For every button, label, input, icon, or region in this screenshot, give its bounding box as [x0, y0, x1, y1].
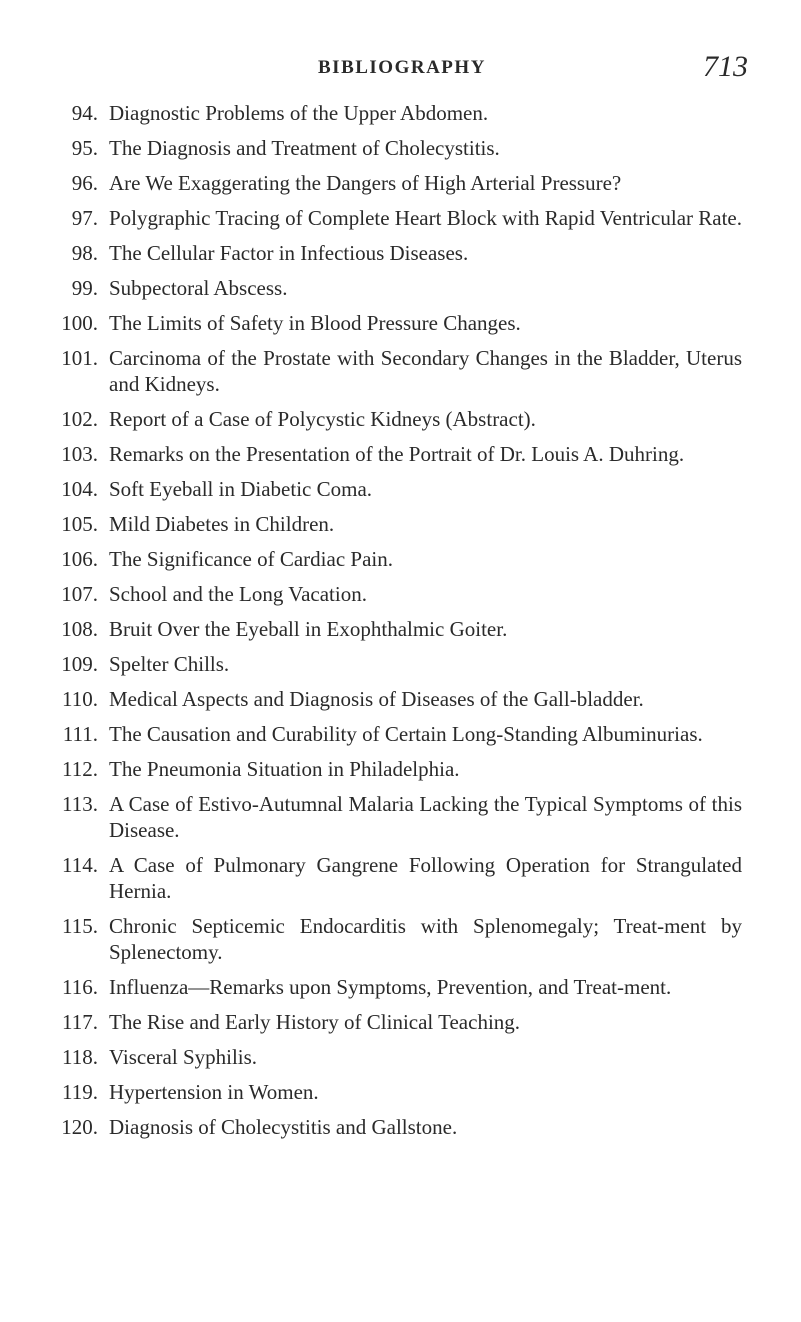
entry-number: 114.: [62, 853, 98, 877]
bibliography-entry: [52, 205, 742, 231]
entry-number: 108.: [61, 617, 98, 641]
bibliography-entry: [52, 100, 742, 126]
entry-title: The Causation and Curability of Certain Long-Standing Albuminurias.: [109, 722, 703, 746]
entry-title: Report of a Case of Polycystic Kidneys (Abstract).: [109, 407, 536, 431]
entry-title: The Rise and Early History of Clinical Teaching.: [109, 1010, 521, 1034]
entry-number: 101.: [61, 346, 98, 370]
entry-number: 119.: [62, 1080, 98, 1104]
entry-title: School and the Long Vacation.: [109, 582, 367, 606]
entry-number: 106.: [61, 547, 98, 571]
bibliography-entry: [52, 170, 742, 196]
entry-title: Medical Aspects and Diagnosis of Diseases of the Gall-bladder.: [109, 687, 644, 711]
entry-title: The Cellular Factor in Infectious Diseases.: [109, 241, 469, 265]
entry-number: 100.: [61, 311, 98, 335]
entry-title: Diagnosis of Cholecystitis and Gallstone.: [109, 1115, 458, 1139]
entry-number: 98.: [71, 241, 98, 265]
bibliography-entry: [52, 616, 742, 642]
entry-title: The Diagnosis and Treatment of Cholecystitis.: [109, 136, 500, 160]
entry-number: 112.: [62, 757, 98, 781]
entry-number: 97.: [71, 206, 98, 230]
entry-title: Bruit Over the Eyeball in Exophthalmic Goiter.: [109, 617, 508, 641]
bibliography-entry: [52, 240, 742, 266]
entry-number: 99.: [71, 276, 98, 300]
entry-title: Remarks on the Presentation of the Portrait of Dr. Louis A. Duhring.: [109, 442, 685, 466]
entry-title: Visceral Syphilis.: [109, 1045, 258, 1069]
entry-title: A Case of Estivo-Autumnal Malaria Lacking the Typical Symptoms of this Disease.: [109, 792, 742, 842]
entry-title: Carcinoma of the Prostate with Secondary Changes in the Bladder, Uterus and Kidneys.: [109, 346, 742, 396]
entry-number: 94.: [71, 101, 98, 125]
bibliography-entry: [52, 310, 742, 336]
entry-title: Influenza—Remarks upon Symptoms, Prevention, and Treat-ment.: [109, 975, 672, 999]
entry-number: 103.: [61, 442, 98, 466]
entry-number: 111.: [62, 722, 98, 746]
entry-number: 115.: [62, 914, 98, 938]
bibliography-entry: [52, 581, 742, 607]
entry-title: Diagnostic Problems of the Upper Abdomen.: [109, 101, 489, 125]
bibliography-entry: [52, 546, 742, 572]
entry-number: 104.: [61, 477, 98, 501]
entry-number: 117.: [62, 1010, 98, 1034]
bibliography-entry: [52, 974, 742, 1000]
entry-title: Soft Eyeball in Diabetic Coma.: [109, 477, 373, 501]
bibliography-entry: [52, 135, 742, 161]
bibliography-entry: [52, 441, 742, 467]
entry-number: 96.: [71, 171, 98, 195]
entry-number: 113.: [62, 792, 98, 816]
bibliography-entry: [52, 1114, 742, 1140]
entry-title: A Case of Pulmonary Gangrene Following Operation for Strangulated Hernia.: [109, 853, 742, 903]
entry-title: Polygraphic Tracing of Complete Heart Block with Rapid Ventricular Rate.: [109, 206, 742, 230]
entry-title: The Significance of Cardiac Pain.: [109, 547, 393, 571]
bibliography-entry: [52, 791, 742, 843]
entry-number: 105.: [61, 512, 98, 536]
entry-title: The Pneumonia Situation in Philadelphia.: [109, 757, 460, 781]
bibliography-entry: [52, 852, 742, 904]
bibliography-entry: [52, 686, 742, 712]
bibliography-entry: [52, 476, 742, 502]
entry-number: 120.: [61, 1115, 98, 1139]
entry-number: 102.: [61, 407, 98, 431]
entry-title: Subpectoral Abscess.: [109, 276, 288, 300]
entry-title: Mild Diabetes in Children.: [109, 512, 335, 536]
entry-number: 118.: [62, 1045, 98, 1069]
entry-number: 109.: [61, 652, 98, 676]
entry-title: The Limits of Safety in Blood Pressure Changes.: [109, 311, 521, 335]
bibliography-list: [52, 100, 742, 1149]
page-number: 713: [703, 50, 748, 83]
entry-title: Hypertension in Women.: [109, 1080, 319, 1104]
entry-number: 110.: [62, 687, 98, 711]
entry-number: 95.: [71, 136, 98, 160]
bibliography-entry: [52, 345, 742, 397]
bibliography-entry: [52, 651, 742, 677]
entry-number: 116.: [62, 975, 98, 999]
bibliography-entry: [52, 721, 742, 747]
entry-title: Chronic Septicemic Endocarditis with Splenomegaly; Treat-ment by Splenectomy.: [109, 914, 742, 964]
bibliography-entry: [52, 756, 742, 782]
entry-title: Are We Exaggerating the Dangers of High Arterial Pressure?: [109, 171, 622, 195]
bibliography-entry: [52, 1009, 742, 1035]
running-head: [0, 50, 801, 84]
bibliography-entry: [52, 275, 742, 301]
bibliography-entry: [52, 913, 742, 965]
bibliography-entry: [52, 511, 742, 537]
bibliography-entry: [52, 406, 742, 432]
entry-title: Spelter Chills.: [109, 652, 230, 676]
running-head-title: BIBLIOGRAPHY: [318, 57, 486, 78]
bibliography-entry: [52, 1044, 742, 1070]
entry-number: 107.: [61, 582, 98, 606]
bibliography-entry: [52, 1079, 742, 1105]
